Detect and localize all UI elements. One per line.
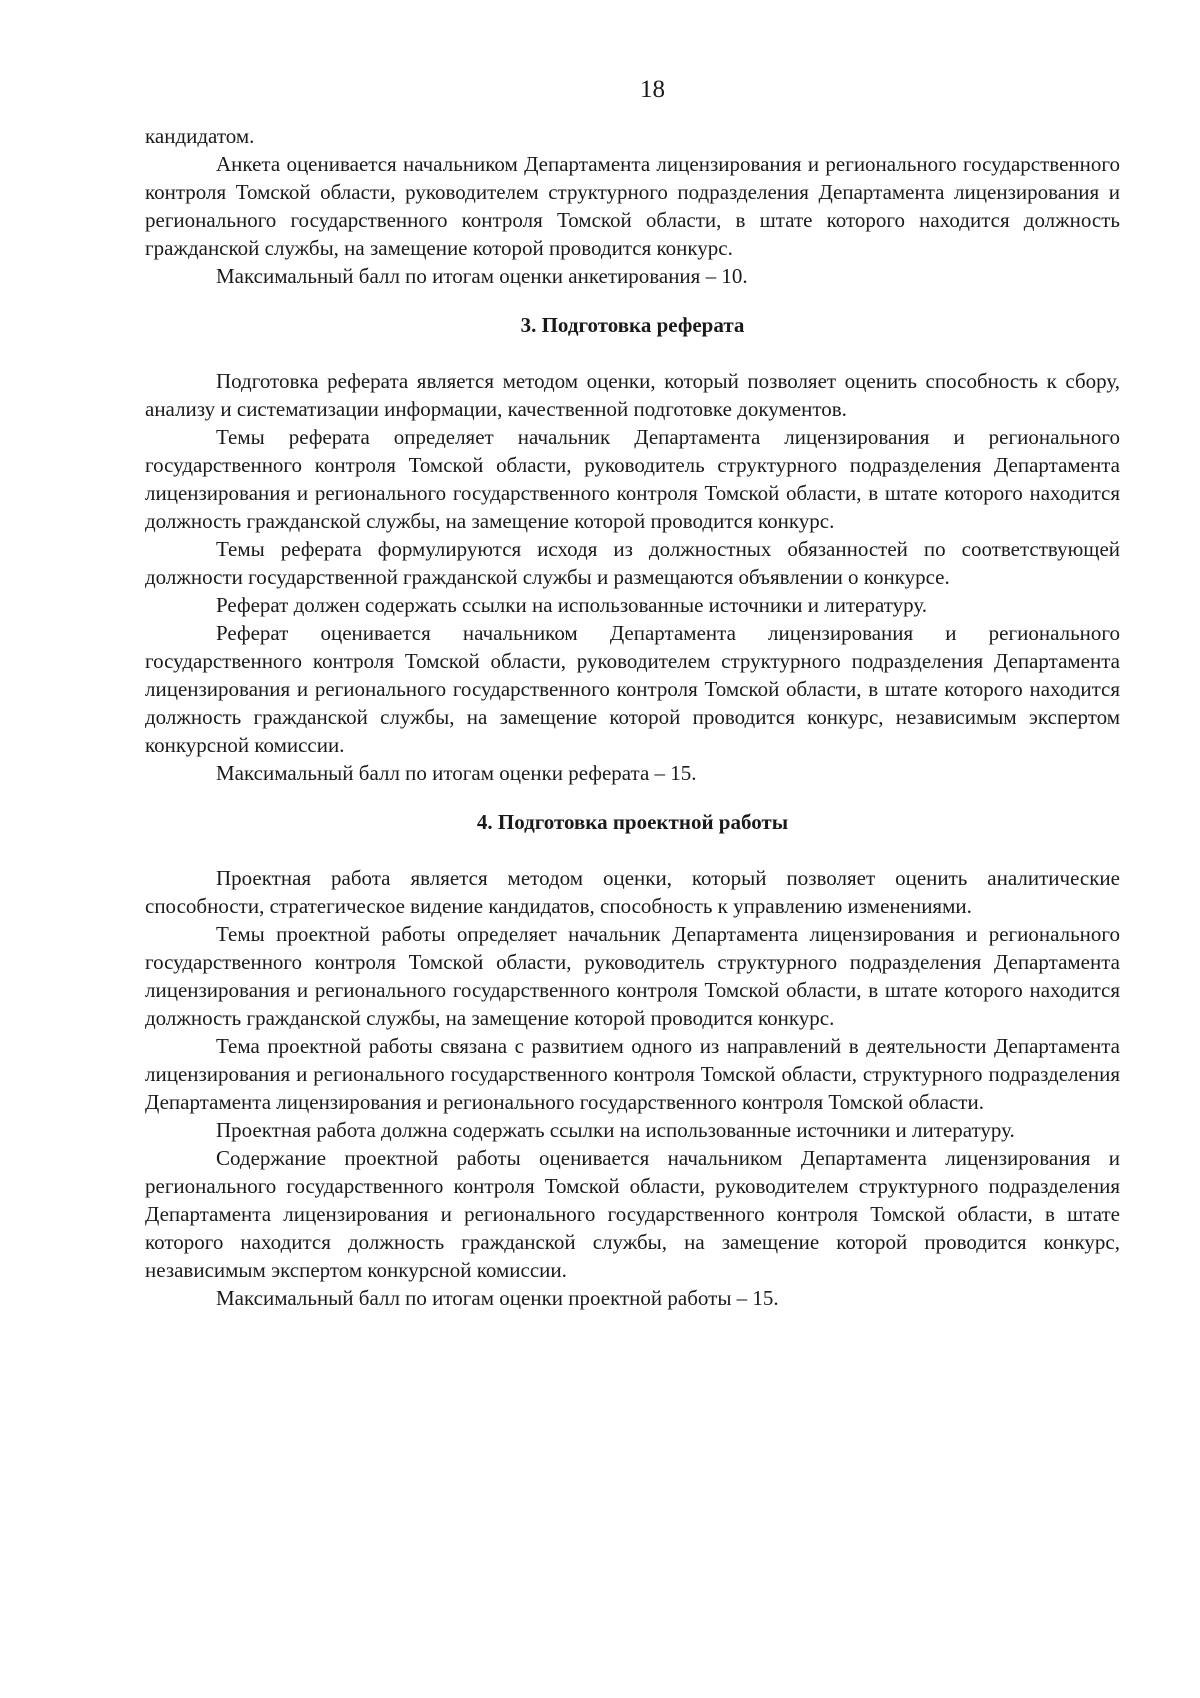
paragraph-essay-formulation: Темы реферата формулируются исходя из должностных обязанностей по соответствующей должности государственной гражданской службы и размещаются объявлении о конкурсе.	[145, 537, 1120, 589]
paragraph-project-definition: Проектная работа является методом оценки, который позволяет оценить аналитические способности, стратегическое видение кандидатов, способность к управлению изменениями.	[145, 866, 1120, 918]
paragraph-project-max-score: Максимальный балл по итогам оценки проектной работы – 15.	[216, 1286, 779, 1310]
paragraph-project-references: Проектная работа должна содержать ссылки на использованные источники и литературу.	[216, 1118, 1015, 1142]
section-3-heading: 3. Подготовка реферата	[520, 313, 745, 337]
paragraph-essay-max-score: Максимальный балл по итогам оценки реферата – 15.	[216, 761, 697, 785]
paragraph-essay-evaluation: Реферат оценивается начальником Департамента лицензирования и регионального государственного контроля Томской области, руководителем структурного подразделения Департамента лицензирования и регионального государственного контроля Томской области, в штате которого находится должность гражданской службы, на замещение которой проводится конкурс, независимым экспертом конкурсной комиссии.	[145, 621, 1120, 757]
document-page	[145, 70, 1120, 1312]
paragraph-essay-topics: Темы реферата определяет начальник Департамента лицензирования и регионального государственного контроля Томской области, руководитель структурного подразделения Департамента лицензирования и регионального государственного контроля Томской области, в штате которого находится должность гражданской службы, на замещение которой проводится конкурс.	[145, 425, 1120, 533]
paragraph-essay-definition: Подготовка реферата является методом оценки, который позволяет оценить способность к сбору, анализу и систематизации информации, качественной подготовке документов.	[145, 369, 1120, 421]
section-4-heading: 4. Подготовка проектной работы	[476, 810, 789, 834]
page-number: 18	[640, 76, 665, 103]
paragraph-essay-references: Реферат должен содержать ссылки на использованные источники и литературу.	[216, 593, 928, 617]
paragraph-questionnaire-max-score: Максимальный балл по итогам оценки анкетирования – 10.	[216, 264, 748, 288]
paragraph-project-evaluation: Содержание проектной работы оценивается начальником Департамента лицензирования и регионального государственного контроля Томской области, руководителем структурного подразделения Департамента лицензирования и регионального государственного контроля Томской области, в штате которого находится должность гражданской службы, на замещение которой проводится конкурс, независимым экспертом конкурсной комиссии.	[145, 1146, 1120, 1282]
paragraph-continuation: кандидатом.	[145, 124, 255, 148]
paragraph-project-topics: Темы проектной работы определяет начальник Департамента лицензирования и регионального государственного контроля Томской области, руководитель структурного подразделения Департамента лицензирования и регионального государственного контроля Томской области, в штате которого находится должность гражданской службы, на замещение которой проводится конкурс.	[145, 922, 1120, 1030]
paragraph-project-theme: Тема проектной работы связана с развитием одного из направлений в деятельности Департамента лицензирования и регионального государственного контроля Томской области, структурного подразделения Департамента лицензирования и регионального государственного контроля Томской области.	[145, 1034, 1120, 1114]
paragraph-questionnaire-evaluation: Анкета оценивается начальником Департамента лицензирования и регионального государственного контроля Томской области, руководителем структурного подразделения Департамента лицензирования и регионального государственного контроля Томской области, в штате которого находится должность гражданской службы, на замещение которой проводится конкурс.	[145, 152, 1120, 260]
